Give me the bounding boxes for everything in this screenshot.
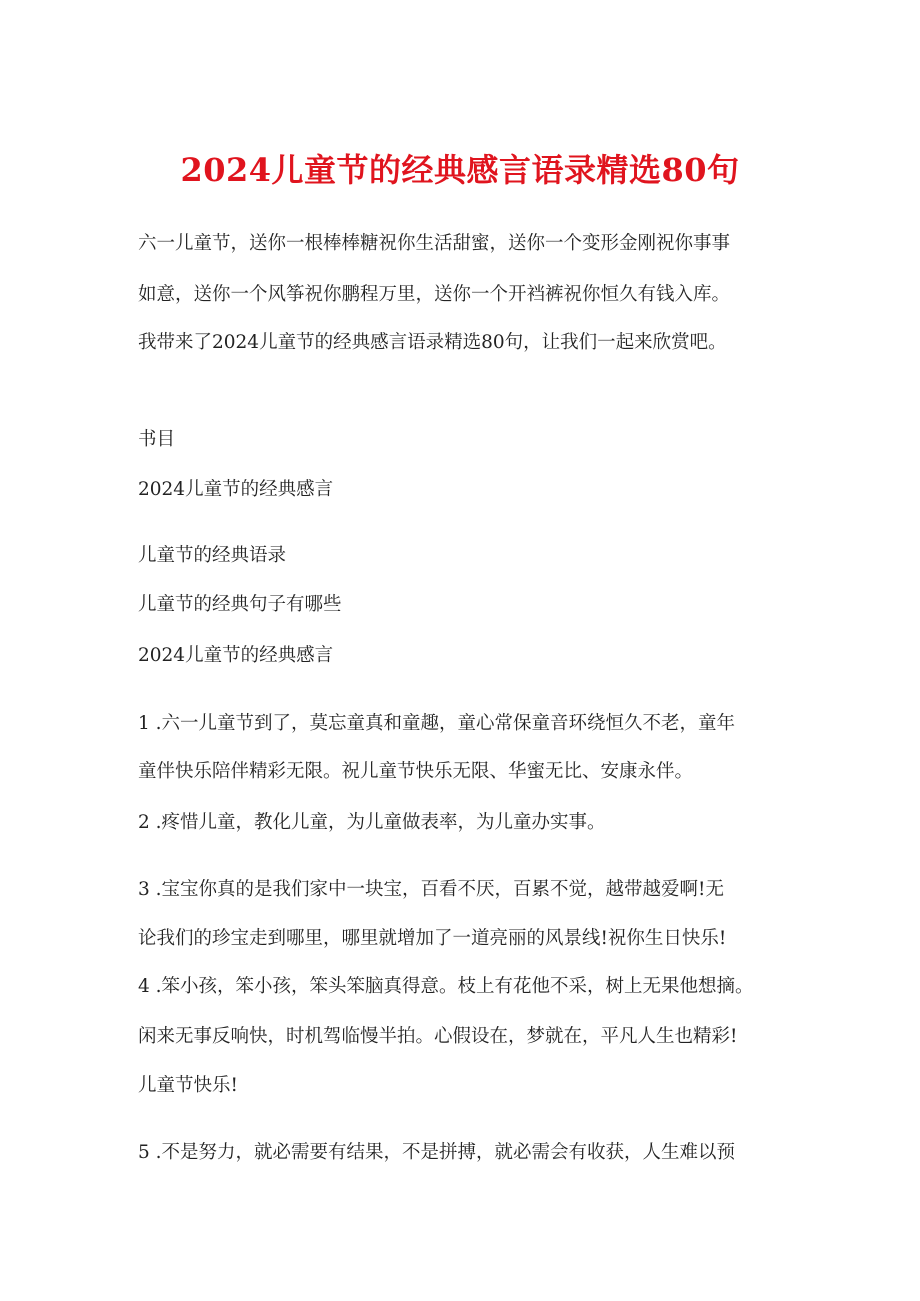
toc-item-2[interactable]: 儿童节的经典语录	[138, 545, 287, 566]
paragraph-line: 3 .宝宝你真的是我们家中一块宝，百看不厌，百累不觉，越带越爱啊!无	[138, 879, 724, 900]
paragraph-line: 闲来无事反响快，时机驾临慢半拍。心假设在，梦就在，平凡人生也精彩!	[138, 1026, 738, 1047]
intro-line-2: 如意，送你一个风筝祝你鹏程万里，送你一个开裆裤祝你恒久有钱入库。	[138, 284, 731, 305]
paragraph-line: 2 .疼惜儿童，教化儿童，为儿童做表率，为儿童办实事。	[138, 812, 606, 833]
paragraph-line: 儿童节快乐!	[138, 1075, 238, 1096]
paragraph-line: 4 .笨小孩，笨小孩，笨头笨脑真得意。枝上有花他不采，树上无果他想摘。	[138, 976, 754, 997]
toc-item-1[interactable]: 2024儿童节的经典感言	[138, 479, 334, 500]
intro-line-1: 六一儿童节，送你一根棒棒糖祝你生活甜蜜，送你一个变形金刚祝你事事	[138, 233, 731, 254]
paragraph-line: 论我们的珍宝走到哪里，哪里就增加了一道亮丽的风景线!祝你生日快乐!	[138, 928, 727, 949]
paragraph-line: 1 .六一儿童节到了，莫忘童真和童趣，童心常保童音环绕恒久不老，童年	[138, 713, 736, 734]
document-title: 2024儿童节的经典感言语录精选80句	[180, 151, 740, 189]
paragraph-line: 5 .不是努力，就必需要有结果，不是拼搏，就必需会有收获，人生难以预	[138, 1142, 736, 1163]
section-heading: 2024儿童节的经典感言	[138, 645, 334, 666]
intro-line-3: 我带来了2024儿童节的经典感言语录精选80句，让我们一起来欣赏吧。	[138, 332, 727, 353]
toc-heading: 书目	[138, 429, 176, 450]
toc-item-3[interactable]: 儿童节的经典句子有哪些	[138, 594, 342, 615]
paragraph-line: 童伴快乐陪伴精彩无限。祝儿童节快乐无限、华蜜无比、安康永伴。	[138, 761, 694, 782]
